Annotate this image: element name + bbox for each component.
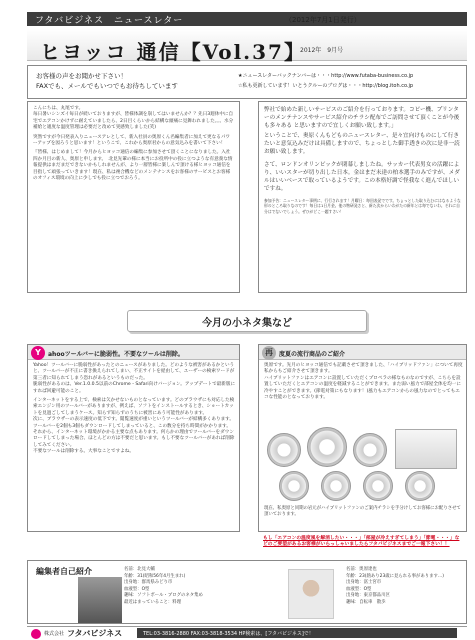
article-paragraph: 毎日暑いシンズイ毎日が続いておりますが、皆様体調を崩してはいませんか？？先日3週休中に自宅でエアコンかけずに耐えていましたら、2日目くらいから結構な頭痛に見舞われました。。。水分補給と適度な温度管理は必要だと改めて実感致しました(笑) [33,112,234,131]
profile-line: 年齢：23(熱あり23歳に見られる事があります…) [346,573,445,579]
followup-text: 現在、私奥原と同期の岩元がハイブリットファンのご案内チラシを手分けしてお客様にお配りさせて頂いております。 [264,506,461,517]
profile-line: 血液型：O型 [346,586,372,592]
editor-photo-kitami [78,577,122,623]
article-paragraph: こんにちは、丸尾です。 [33,106,84,111]
banner-title: 今月の小ネタ集など [202,318,292,329]
company-prefix: 株式会社 [44,631,65,637]
editor-heading: 編集者自己紹介 [36,567,92,576]
profile-line: 年齢：31(昭和56年4月生まれ) [124,573,186,579]
profile-line: 名前：奥原達也 [346,567,377,572]
editor-profile-kitami [124,567,274,607]
company-name: フタバビジネス [67,629,123,638]
section-paragraph: 不要なツールは削除する。大事なことですよね。 [33,449,134,455]
room-photo [395,429,457,469]
hybrid-fan-image [279,471,309,501]
hybrid-fan-image [363,471,393,501]
blog-link[interactable]: ☆私も更新しています！いとうクルーのブログは・・・http://blog.itoh.co.jp [238,83,414,89]
profile-line: 血液型：O型 [124,586,150,592]
profile-line: 出身地：群馬県みどり市 [124,580,173,586]
hybrid-fan-image [405,471,435,501]
article-paragraph: 突然ですが今日発表入りニュースアレとして、新入社員の奥原くん名編集者に加えて更なるパワーアップを図ろうと思います！というこで、これから奥原君からの意気込みを書いて下さい！ [33,134,231,147]
section-yahoo-toolbar [27,344,240,532]
article-paragraph: 弊社で始めた新しいサービスのご紹介を行っております。コピー機、プリンターのメンテナンスやサービス紹介のチラシ配布でご訪問させて頂くことが今後も多々ある と思いますので宜しくお願い致します。」 [264,107,460,129]
links-block [238,71,463,91]
profile-line: 名前：北見大輔 [124,567,155,572]
feedback-line: お客様の声をお聞かせ下さい！ [36,72,127,80]
profile-line: 最近はまっていること：料理 [124,599,182,605]
section-header [259,345,466,360]
profile-line: 出身地：東京都品川区 [346,593,390,599]
tips-banner [27,300,467,340]
company-logo-icon [31,629,41,639]
hybrid-fan-image [353,433,387,467]
publication-date: （2012年7月1日発行） [285,16,361,24]
newsletter-title: ヒヨッコ 通信【Vol.37】 [40,40,306,64]
hybrid-fan-image [307,427,347,467]
issue-date: 2012年 9月号 [300,47,344,54]
section-paragraph: 次に、ブラウザーの表示速度の低下です。閲覧速度が重いというツールバーが結構多くあります。ツールバーを2個も3個もダウンロードしてしまっていると、この数分を持ち時間がかかります。 [33,417,234,429]
editor-profile-okuhara [346,567,464,607]
editor-photo-okuhara [288,569,334,619]
section-badge: 再 [262,346,276,360]
section-title: ahooツールバーに脆弱性。不要なツールは削除。 [48,351,184,358]
section-badge: Y [31,346,45,360]
section-paragraph: Yahoo！ツールバーに脆弱性があったとのニュースがありました。どのような被害があるかというと、ツールバーが不正に書き換えられてしまい、不正サイトを経由して、ユーザーの検索ワードが第三者に知られてしまう恐れがあるというものだった。 [33,363,235,381]
section-paragraph: それから、インターネット環境がかかる主要な点もあります。何らかの理由でツールバーをダウンロードしてしまった場合、ほとんどの方は不要だと思います。もし不要なツールバーがあれば削除してみてください。 [33,430,235,448]
profile-line: 出身地：富士宮市 [346,580,382,586]
header-band-text: フタバビジネス ニュースレター [35,16,184,26]
service-article [258,101,467,293]
section-body [33,363,236,456]
section-paragraph: 脆弱性があるのは、Ver.1.0.0.5以前のChrome・Safari向けバージョン。アップデートで最新版にすれば回避可能のこと。 [33,382,236,394]
footer [27,626,467,639]
section-paragraph: インターネットをする上で、検索は欠かせないものとなっています。どのブラウザにも対応した検索エンジン用のツールバーがありますが、例えば、ソフトをインストールするとき、ショートカットを見過ごしてしまうケース。知らず知らずのうちに被害にあう可能性があります。 [33,398,235,416]
request-highlight: もし「エアコンの温度風を解消したい・・・」「部屋が冷えすぎてしまう」「節電・・・」などのご要望があるお客様がいらっしゃいましたらフタバビジネスまでご一報下さい！！ [263,536,460,548]
intro-bar [27,65,467,99]
editor-introduction [27,560,467,624]
article-note: 参加予告：ニュースレター事例に、行行されます！月曜日：毎回表発でです。ちょっとした取り込むにはなるような形のところ取りなのです！毎日は1日月金。他の物研発さと、新た次からいわがたの新年とは毎でないわ。それに自分はでないでしょう。ぜひがどこ一題すさい！ [264,198,461,214]
section-summer-products [258,344,467,532]
profile-line: 趣味：自転車 散歩 [346,599,386,605]
section-body [264,363,463,401]
article-paragraph: さて、ロンドンオリンピックが閉幕しましたね。サッカー代表男女の活躍により、いいスターが切り出した日本。金はまだ未達の柏本選手のみですが、メダルはいいベースで取っているようです。この本格好調で怪我なく進んでほしいですね。 [264,162,460,192]
article-paragraph: 『皆様、はじめまして！今月からヒヨッコ通信の編集に参加させて頂くことになりました。入社四か月目の新人、奥原と申します。 北見先輩の様に本当にお役所中の役に立つような有意義な情報提供はまだまだできないかもしれませんが、より一層皆様に楽しんで頂ける様ヒヨッコ通信を目指して頑張っていきます！現在、私は複合機などのメンテナンスをお客様のサービスとお客様のオフィス環境の向上に少しでも役に立つでおろう。 [33,150,233,182]
section-paragraph: 奥原です。先月のヒヨッコ通信でも記載させて頂きました、「ハイブリッドファン」について再度私からもご紹介させて頂きます。 [264,363,463,375]
contact-info[interactable]: TEL:03-3816-2880 FAX:03-3818-3534 HP検索は、[フタバビジネス]で！ [143,631,314,637]
section-title: 度夏の流行商品のご紹介 [279,351,346,358]
feedback-request [36,71,178,91]
section-paragraph: ハイブリットファンはエアコンに設置していただくプロペラの様なものなのですが、こちらを設置していただくとエアコンの温度を軽減することができます。また弱い風力で部屋全体を均一に冷やすことができます。(節電対策にもなります！)風力もエアコンからの風力なのでとってもエコな性能のとなっております。 [264,375,461,401]
profile-line: 趣味：ソフトボール・ブログのネタ集め [124,593,203,599]
article-paragraph: ということで、奥原くんもどものニュースレター、是々宜向けものにして行きたいと意気込みだけは具備しますので、ちょっとした御手透きの次に是非一読お願い致します。 [264,133,460,155]
header-band [27,12,467,26]
section-header [28,345,239,360]
backnumber-link[interactable]: ★ニュースレターバックナンバーは・・・http://www.futaba-business.co.jp [238,73,414,79]
hybrid-fan-image [267,433,301,467]
feedback-line: FAXでも、メールでもいつでもお待ちしています [36,82,178,90]
greeting-article [27,101,240,293]
hybrid-fan-image [321,471,351,501]
